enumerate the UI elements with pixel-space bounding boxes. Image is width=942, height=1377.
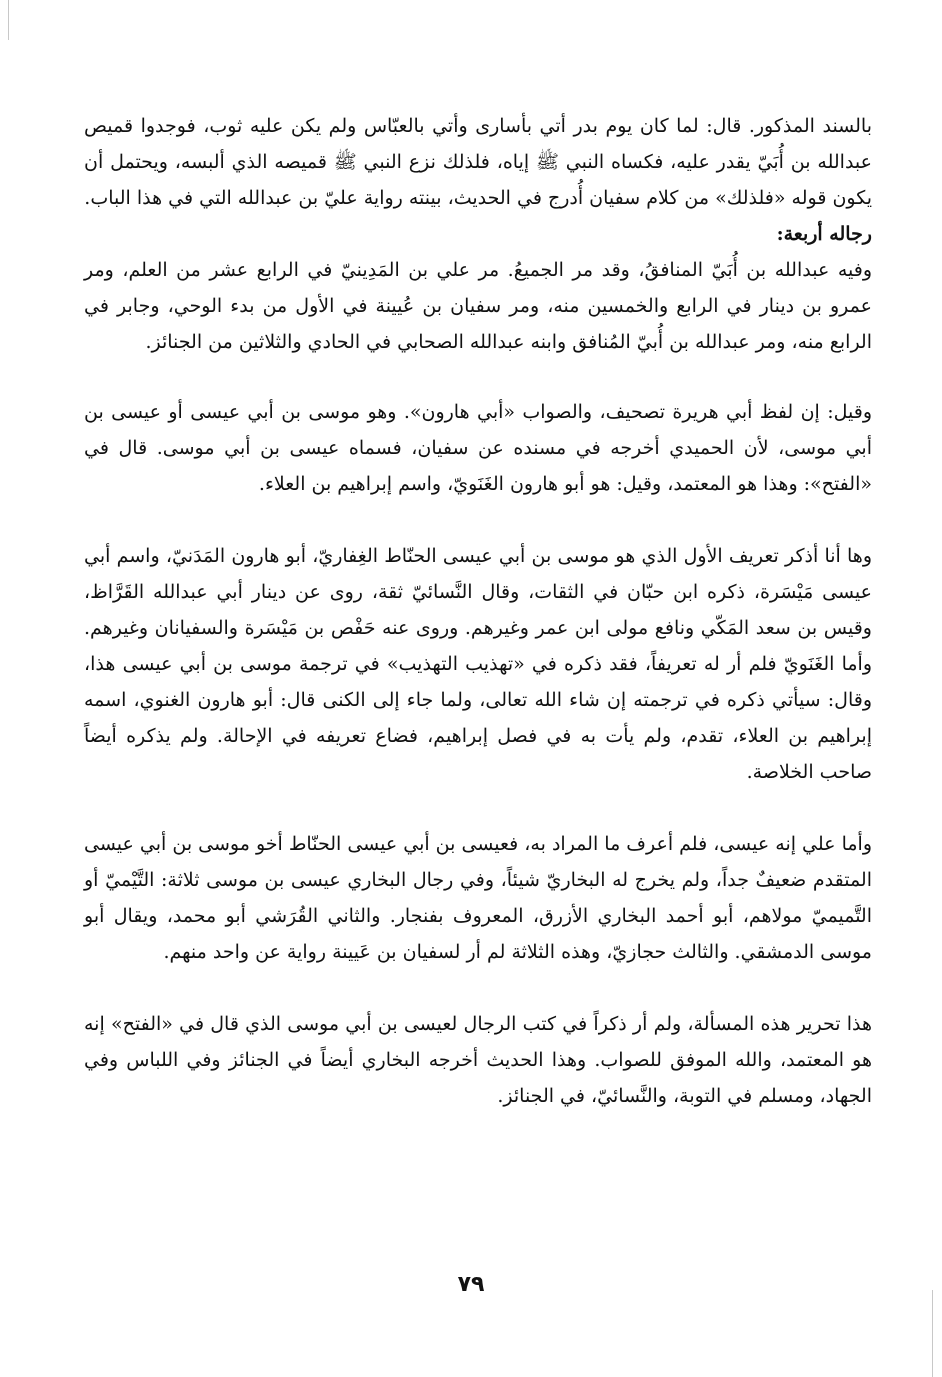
paragraph-conclusion: هذا تحرير هذه المسألة، ولم أر ذكراً في كتب الرجال لعيسى بن أبي موسى الذي قال في «الفتح» إنه هو المعتمد، والله الموفق للصواب. وهذا الحديث أخرجه البخاري أيضاً في الجنائز وفي اللباس وفي الجهاد، ومسلم في التوبة، والنَّسائيّ، في الجنائز. xyxy=(84,1013,872,1107)
paragraph-musa-biography: وها أنا أذكر تعريف الأول الذي هو موسى بن أبي عيسى الحنّاط الغِفاريّ، أبو هارون المَدَنيّ، واسم أبي عيسى مَيْسَرة، ذكره ابن حبّان في الثقات، وقال النَّسائيّ ثقة، روى عن دينار أبي عبدالله القَرَّاظ، وقيس بن سعد المَكّي ونافع مولى ابن عمر وغيرهم. وروى عنه حَفْص بن مَيْسَرة والسفيانان وغيرهم. وأما الغَنَويّ فلم أر له تعريفاً، فقد ذكره في «تهذيب التهذيب» في ترجمة موسى بن أبي عيسى هذا، وقال: سيأتي ذكره في ترجمته إن شاء الله تعالى، ولما جاء إلى الكنى قال: أبو هارون الغنوي، اسمه إبراهيم بن العلاء، تقدم، ولم يأت به في فصل إبراهيم، فضاع تعريفه في الإحالة. ولم يذكره أيضاً صاحب الخلاصة. xyxy=(84,545,872,783)
page-number: ٧٩ xyxy=(457,1272,485,1297)
page-edge-mark-left xyxy=(8,0,9,40)
paragraph-hadith-context: بالسند المذكور. قال: لما كان يوم بدر أتي بأسارى وأتي بالعبّاس ولم يكن عليه ثوب، فوجدوا قميص عبدالله بن أُبَيّ يقدر عليه، فكساه النبي ﷺ إياه، فلذلك نزع النبي ﷺ قميصه الذي ألبسه، ويحتمل أن يكون قوله «فلذلك» من كلام سفيان أُدرج في الحديث، بينته رواية عليّ بن عبدالله التي في هذا الباب. xyxy=(84,115,872,209)
main-text-column xyxy=(84,108,872,1114)
page-edge-mark-right xyxy=(932,1290,933,1377)
paragraph-narrators: وفيه عبدالله بن أُبَيّ المنافقُ، وقد مر الجميعُ. مر علي بن المَدِينيّ في الرابع عشر من العلم، ومر عمرو بن دينار في الرابع والخمسين منه، ومر سفيان بن عُيينة في الأول من بدء الوحي، وجابر في الرابع منه، ومر عبدالله بن أُبيّ المُنافق وابنه عبدالله الصحابي في الحادي والثلاثين من الجنائز. xyxy=(84,259,872,353)
paragraph-isa-discussion: وأما علي إنه عيسى، فلم أعرف ما المراد به، فعيسى بن أبي عيسى الحنّاط أخو موسى بن أبي عيسى المتقدم ضعيفٌ جداً، ولم يخرج له البخاريّ شيئاً، وفي رجال البخاري عيسى بن موسى ثلاثة: التَّيْميّ أو التَّميميّ مولاهم، أبو أحمد البخاري الأزرق، المعروف بفنجار. والثاني القُرَشي أبو محمد، ويقال أبو موسى الدمشقي. والثالث حجازيّ، وهذه الثلاثة لم أر لسفيان بن عَيينة رواية عن واحد منهم. xyxy=(84,833,872,963)
section-heading-narrators: رجاله أربعة: xyxy=(776,223,872,245)
paragraph-abu-harun-correction: وقيل: إن لفظ أبي هريرة تصحيف، والصواب «أبي هارون». وهو موسى بن أبي عيسى أو عيسى بن أبي موسى، لأن الحميدي أخرجه في مسنده عن سفيان، فسماه عيسى بن أبي موسى. قال في «الفتح»: وهذا هو المعتمد، وقيل: هو أبو هارون الغَنَويّ، واسم إبراهيم بن العلاء. xyxy=(84,401,872,495)
